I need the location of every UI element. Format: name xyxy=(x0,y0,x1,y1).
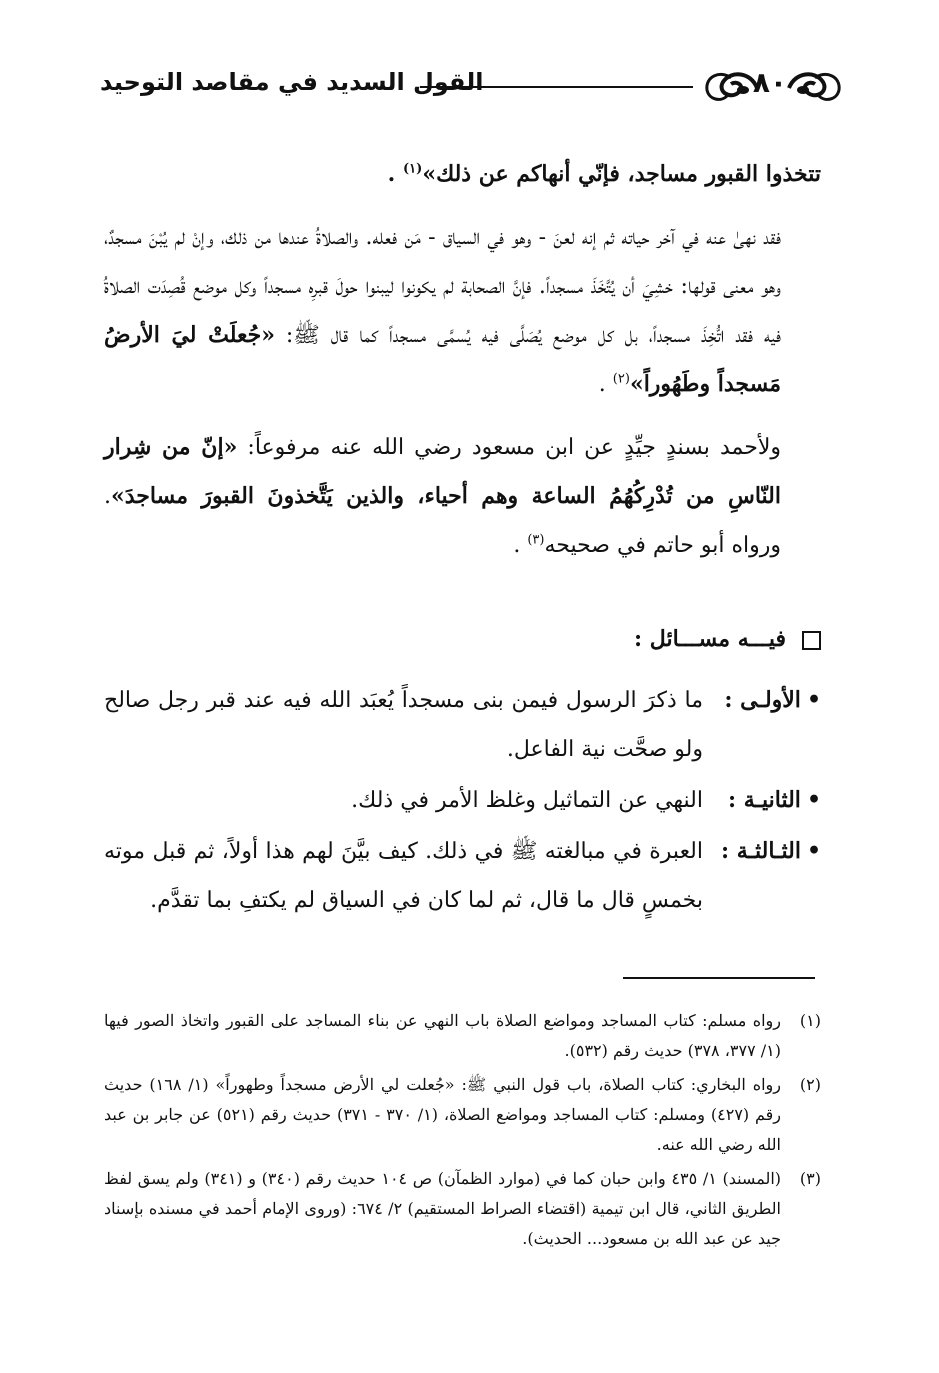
main-text xyxy=(104,150,821,584)
footnote-divider xyxy=(623,977,815,979)
paragraph-end: . xyxy=(513,533,521,558)
footnote xyxy=(104,1070,821,1160)
footnote xyxy=(104,1006,821,1066)
section-title: فيـــه مســـائل : xyxy=(634,626,786,652)
footnote-text: رواه مسلم: كتاب المساجد ومواضع الصلاة باب النهي عن بناء المساجد على القبور واتخاذ الصور فيها (١/ ٣٧٧، ٣٧٨) حديث رقم (٥٣٢). xyxy=(104,1011,781,1060)
issue-text: العبرة في مبالغته ﷺ في ذلك. كيف بيَّنَ لهم هذا أولاً، ثم قبل موته بخمسٍ قال ما قال، ثم لما كان في السياق لم يكتفِ بما تقدَّم. xyxy=(104,839,703,913)
footnote xyxy=(104,1164,821,1254)
list-item xyxy=(104,827,821,925)
footnote-number: (١) xyxy=(799,1011,821,1030)
paragraph-text: . ورواه أبو حاتم في صحيحه xyxy=(104,484,781,558)
hadith-quote: «إنّ من شِرار النّاسِ من تُدْرِكُهُمُ الساعة وهم أحياء، والذين يَتَّخذونَ القبورَ مساجدَ» xyxy=(104,434,781,509)
issue-label: • الثـالثـة : xyxy=(721,827,821,876)
ornament-icon xyxy=(703,68,761,106)
paragraph xyxy=(104,150,821,199)
footnote-number: (٣) xyxy=(799,1169,821,1188)
issues-list xyxy=(104,676,821,927)
page-header xyxy=(100,62,831,112)
ornament-icon xyxy=(785,68,843,106)
book-title: القول السديد في مقاصد التوحيد xyxy=(100,68,484,96)
footnote-text: (المسند) ١/ ٤٣٥ وابن حبان كما في (موارد الظمآن) ص ١٠٤ حديث رقم (٣٤٠) و (٣٤١) ولم يسق لفظ الطريق الثاني، قال ابن تيمية (اقتضاء الصراط المستقيم) ٢/ ٦٧٤: (وروى الإمام أحمد في مسنده بإسناد جيد عن عبد الله بن مسعود... الحديث). xyxy=(104,1169,782,1248)
list-item xyxy=(104,776,821,825)
page-number: ٨٠ xyxy=(752,66,787,99)
paragraph-text: تتخذوا القبور مساجد، فإنّي أنهاكم عن ذلك» xyxy=(422,161,821,187)
footnote-ref: (١) xyxy=(403,161,423,177)
section-heading xyxy=(634,626,821,652)
issue-text: النهي عن التماثيل وغلظ الأمر في ذلك. xyxy=(351,788,703,813)
paragraph-end: . xyxy=(387,161,396,187)
issue-text: ما ذكرَ الرسول فيمن بنى مسجداً يُعبَد الله فيه عند قبر رجل صالح ولو صحَّت نية الفاعل. xyxy=(104,688,703,762)
square-bullet-icon xyxy=(802,631,821,650)
issue-label: • الثانيـة : xyxy=(728,776,821,825)
footnote-ref: (٢) xyxy=(612,371,630,387)
paragraph xyxy=(104,213,821,409)
footnote-ref: (٣) xyxy=(527,532,545,548)
paragraph-text: فقد نهىٰ عنه في آخر حياته ثم إنه لعنَ - وهو في السياق - مَن فعله. والصلاةُ عندها من ذلك، وإنْ لم يُبْنَ مسجدٌ، وهو معنى قولها: خشِيَ أن يُتَّخَذَ مسجداً. فإنَّ الصحابة لم يكونوا ليبنوا حولَ قبرِه مسجداً وكل موضع قُصِدَت الصلاةُ فيه فقد اتُّخِذَ مسجداً، بل كل موضع يُصَلَّى فيه يُسمَّى مسجداً كما قال ﷺ: xyxy=(104,225,781,348)
list-item xyxy=(104,676,821,774)
footnote-number: (٢) xyxy=(799,1075,821,1094)
paragraph xyxy=(104,423,821,570)
issue-label: • الأولـى : xyxy=(724,676,821,725)
hadith-quote: «جُعلَتْ ليَ الأرضُ مَسجداً وطَهُوراً» xyxy=(104,322,781,397)
paragraph-end: . xyxy=(598,372,606,397)
footnote-text: رواه البخاري: كتاب الصلاة، باب قول النبي ﷺ: «جُعلت لي الأرض مسجداً وطهوراً» (١/ ١٦٨) حديث رقم (٤٢٧) ومسلم: كتاب المساجد ومواضع الصلاة، (١/ ٣٧٠ - ٣٧١) حديث رقم (٥٢١) عن جابر بن عبد الله رضي الله عنه. xyxy=(104,1075,782,1154)
footnotes xyxy=(104,1006,821,1258)
paragraph-text: ولأحمد بسندٍ جيِّدٍ عن ابن مسعود رضي الله عنه مرفوعاً: xyxy=(247,435,781,460)
